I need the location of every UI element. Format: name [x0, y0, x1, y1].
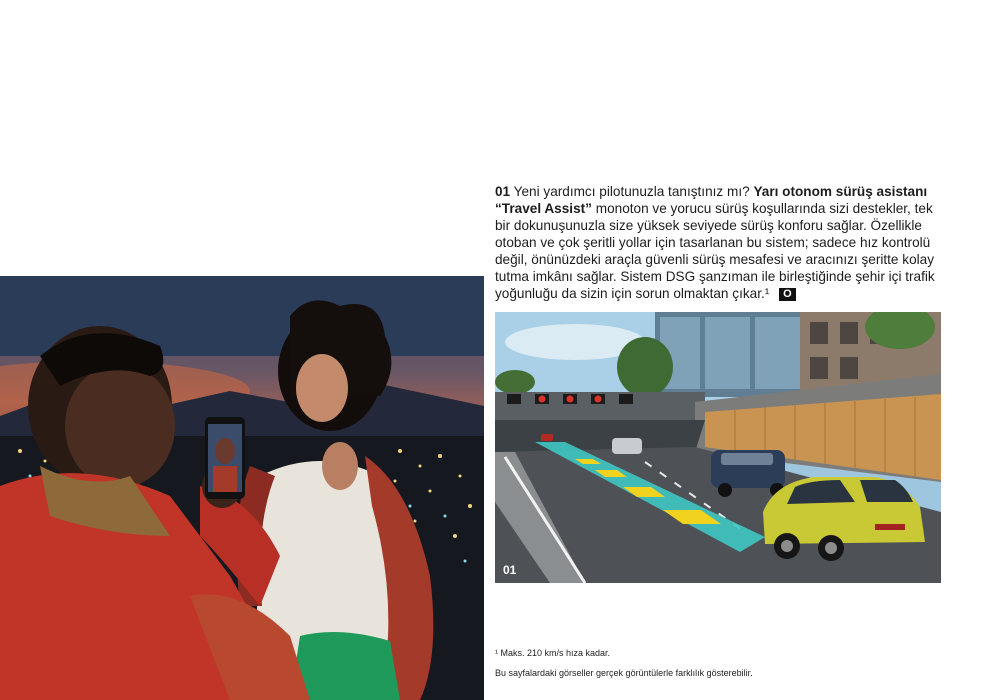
intro-lead: Yeni yardımcı pilotunuzla tanıştınız mı?: [513, 184, 750, 199]
travel-assist-tunnel-photo: [495, 312, 941, 583]
intro-body: monoton ve yorucu sürüş koşullarında sizi destekler, tek bir dokunuşunuzla size yüksek seviyede sürüş konforu sağlar. Özellikle otoban ve çok şeritli yollar için tasarlanan bu sistem; sadece hız kontrolü değil, önünüzdeki araçla güvenli sürüş mesafesi ve aracınızı şeritte kolay tutma imkânı sağlar. Sistem DSG şanzıman ile birleştiğinde şehir içi trafik yoğunluğu da sizin için sorun olmaktan çıkar.¹: [495, 201, 935, 301]
intro-feature-name: Yarı otonom sürüş asistanı “Travel Assist”: [495, 184, 928, 216]
option-badge: O: [779, 288, 796, 301]
couple-selfie-photo: [0, 276, 484, 700]
image-disclaimer: Bu sayfalardaki görseller gerçek görüntülerle farklılık gösterebilir.: [495, 668, 753, 678]
section-number: 01: [495, 184, 511, 199]
travel-assist-description: [495, 183, 945, 302]
image-number-label: 01: [503, 563, 517, 577]
speed-footnote: ¹ Maks. 210 km/s hıza kadar.: [495, 648, 611, 658]
